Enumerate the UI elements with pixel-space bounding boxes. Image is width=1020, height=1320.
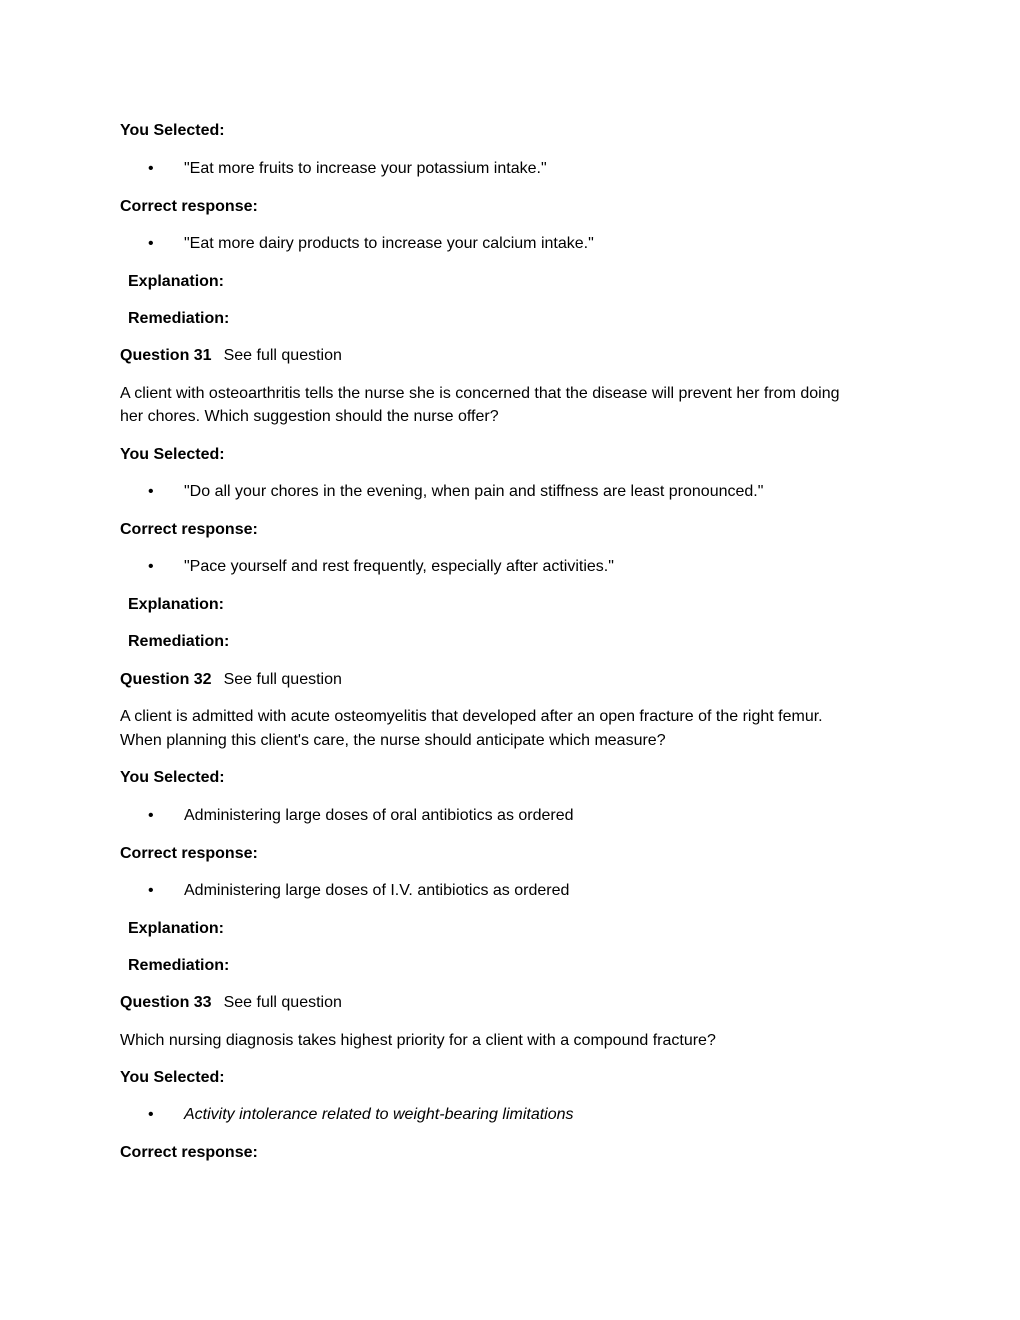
see-full-question-link[interactable]: See full question	[223, 347, 342, 364]
see-full-question-link[interactable]: See full question	[223, 671, 342, 688]
bullet-icon: •	[148, 558, 154, 575]
see-full-question-link[interactable]: See full question	[223, 994, 342, 1011]
question-header	[120, 668, 342, 692]
correct-response-label: Correct response:	[120, 521, 258, 538]
remediation-label: Remediation:	[128, 633, 230, 650]
question-number: Question 33	[120, 994, 212, 1011]
selected-answer-text: Administering large doses of oral antibiotics as ordered	[184, 807, 574, 824]
question-text-line: A client with osteoarthritis tells the nurse she is concerned that the disease will prevent her from doing	[120, 385, 840, 402]
explanation-label: Explanation:	[128, 596, 225, 613]
bullet-icon: •	[148, 807, 154, 824]
bullet-icon: •	[148, 882, 154, 899]
explanation-label: Explanation:	[128, 920, 225, 937]
question-header	[120, 344, 342, 368]
you-selected-label: You Selected:	[120, 446, 225, 463]
question-header	[120, 991, 342, 1015]
correct-response-label: Correct response:	[120, 198, 258, 215]
you-selected-label: You Selected:	[120, 1069, 225, 1086]
correct-answer-text: "Pace yourself and rest frequently, especially after activities."	[184, 558, 614, 575]
selected-answer-text: "Do all your chores in the evening, when pain and stiffness are least pronounced."	[184, 483, 764, 500]
correct-answer-text: "Eat more dairy products to increase your calcium intake."	[184, 235, 594, 252]
question-text-line: her chores. Which suggestion should the nurse offer?	[120, 408, 499, 425]
question-number: Question 32	[120, 671, 212, 688]
question-text-line: Which nursing diagnosis takes highest priority for a client with a compound fracture?	[120, 1032, 716, 1049]
question-text-line: A client is admitted with acute osteomyelitis that developed after an open fracture of the right femur.	[120, 708, 823, 725]
correct-answer-text: Administering large doses of I.V. antibiotics as ordered	[184, 882, 570, 899]
question-number: Question 31	[120, 347, 212, 364]
selected-answer-text: "Eat more fruits to increase your potassium intake."	[184, 160, 547, 177]
remediation-label: Remediation:	[128, 957, 230, 974]
remediation-label: Remediation:	[128, 310, 230, 327]
correct-response-label: Correct response:	[120, 1144, 258, 1161]
bullet-icon: •	[148, 1106, 154, 1123]
question-text-line: When planning this client's care, the nurse should anticipate which measure?	[120, 732, 666, 749]
explanation-label: Explanation:	[128, 273, 225, 290]
bullet-icon: •	[148, 235, 154, 252]
selected-answer-text: Activity intolerance related to weight-bearing limitations	[184, 1106, 574, 1123]
correct-response-label: Correct response:	[120, 845, 258, 862]
bullet-icon: •	[148, 483, 154, 500]
you-selected-label: You Selected:	[120, 769, 225, 786]
you-selected-label: You Selected:	[120, 122, 225, 139]
bullet-icon: •	[148, 160, 154, 177]
